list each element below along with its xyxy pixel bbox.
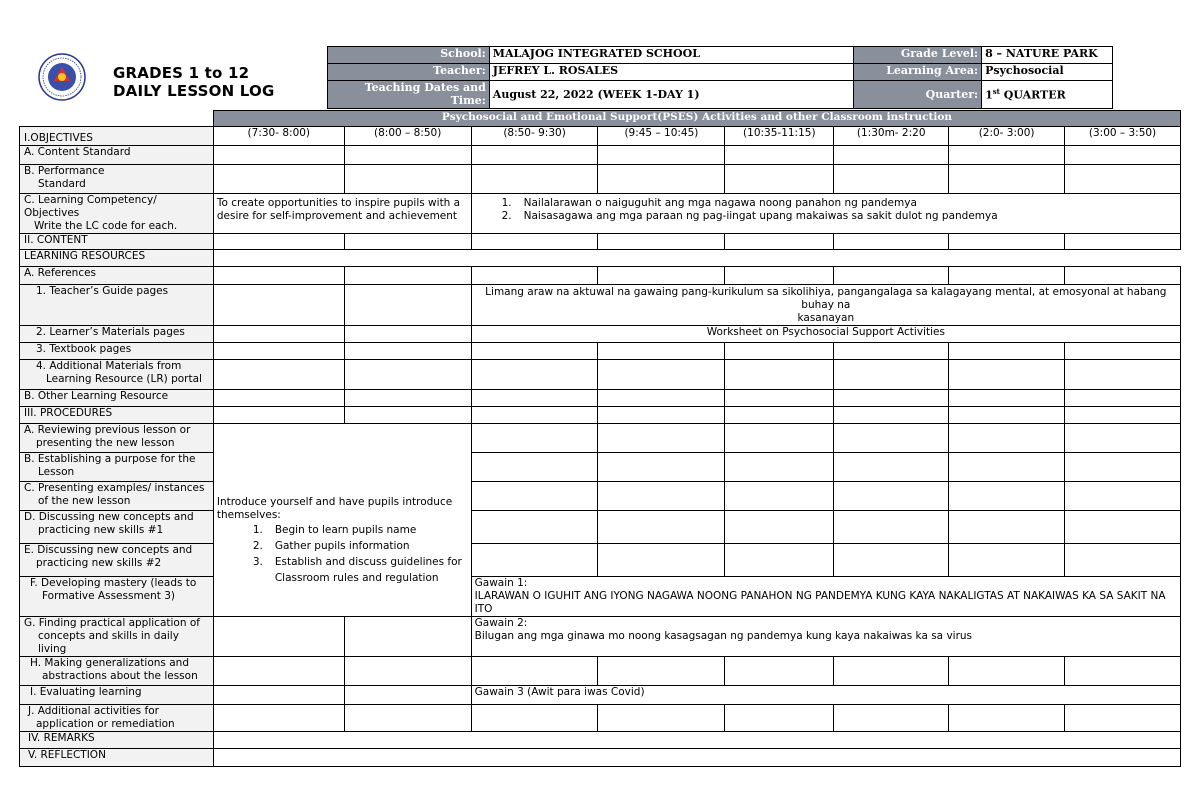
intro-item-3 — [253, 556, 468, 569]
practical-line1: G. Finding practical application of — [24, 617, 200, 629]
competency-line1: C. Learning Competency/ Objectives — [24, 194, 157, 219]
performance-line1: B. Performance — [24, 165, 105, 177]
competency-b-num1: 1. — [501, 197, 512, 209]
learning-area-label: Learning Area: — [854, 64, 982, 81]
establishing-line1: B. Establishing a purpose for the — [24, 453, 196, 465]
header-info-table — [327, 46, 1113, 109]
reviewing-line2: presenting the new lesson — [36, 437, 175, 449]
teaching-dates-value: August 22, 2022 (WEEK 1-DAY 1) — [489, 81, 853, 109]
title-grades: GRADES 1 to 12 — [113, 64, 250, 82]
remarks-label: IV. REMARKS — [20, 732, 214, 749]
mastery-label — [20, 577, 214, 617]
lesson-log-table — [19, 110, 1181, 767]
establishing-line2: Lesson — [38, 466, 75, 478]
competency-b-text2: Naisasagawa ang mga paraan ng pag-iingat upang makaiwas sa sakit dulot ng pandemya — [523, 210, 998, 222]
teaching-dates-label-line2: Time: — [450, 94, 486, 107]
objectives-label: I.OBJECTIVES — [20, 127, 214, 146]
additional-act-line1: J. Additional activities for — [28, 705, 159, 717]
discussing-2-label — [20, 544, 214, 577]
title-daily-lesson-log: DAILY LESSON LOG — [113, 82, 275, 100]
generalizations-label — [20, 657, 214, 686]
intro-item-1 — [253, 524, 468, 537]
intro-item-2-text: Gather pupils information — [274, 539, 410, 552]
additional-line1: 4. Additional Materials from — [36, 360, 182, 372]
time-slot-4: (9:45 – 10:45) — [598, 127, 725, 146]
reflection-label: V. REFLECTION — [20, 749, 214, 767]
competency-a-line2: desire for self-improvement and achievement — [216, 210, 458, 222]
competency-b-item1 — [502, 197, 1177, 210]
intro-line1: Introduce yourself and have pupils introduce — [216, 495, 453, 508]
intro-item-1-text: Begin to learn pupils name — [274, 523, 417, 536]
grade-value: 8 – NATURE PARK — [982, 47, 1113, 64]
reviewing-line1: A. Reviewing previous lesson or — [24, 424, 191, 436]
quarter-label: Quarter: — [854, 81, 982, 109]
evaluating-label: I. Evaluating learning — [20, 686, 214, 705]
introduction-cell — [213, 424, 471, 617]
establishing-label — [20, 453, 214, 482]
quarter-suffix: st — [992, 87, 1000, 97]
gawain-1-title: Gawain 1: — [474, 577, 528, 589]
performance-standard-label — [20, 165, 214, 194]
mastery-line2: Formative Assessment 3) — [42, 590, 176, 602]
generalizations-line2: abstractions about the lesson — [42, 670, 198, 682]
discussing-2-line2: practicing new skills #2 — [36, 557, 162, 569]
intro-line2: themselves: — [216, 508, 281, 521]
intro-item-2 — [253, 540, 468, 553]
discussing-1-line1: D. Discussing new concepts and — [24, 511, 194, 523]
grade-label: Grade Level: — [854, 47, 982, 64]
quarter-text: QUARTER — [999, 88, 1066, 102]
intro-item-3-text: Establish and discuss guidelines for — [274, 555, 462, 568]
school-value: MALAJOG INTEGRATED SCHOOL — [489, 47, 853, 64]
teacher-value: JEFREY L. ROSALES — [489, 64, 853, 81]
additional-activities-label — [20, 705, 214, 732]
performance-line2: Standard — [38, 178, 86, 190]
school-label: School: — [328, 47, 490, 64]
additional-act-line2: application or remediation — [36, 718, 175, 730]
time-slot-2: (8:00 – 8:50) — [344, 127, 471, 146]
references-label: A. References — [20, 267, 214, 285]
discussing-1-line2: practicing new skills #1 — [38, 524, 164, 536]
reviewing-label — [20, 424, 214, 453]
textbook-label: 3. Textbook pages — [20, 343, 214, 360]
learning-resources-label: LEARNING RESOURCES — [20, 250, 214, 267]
intro-item-2-num: 2. — [252, 539, 263, 552]
time-slot-3: (8:50- 9:30) — [471, 127, 598, 146]
teaching-dates-label — [328, 81, 490, 109]
quarter-number: 1 — [985, 88, 993, 102]
gawain-1-text: ILARAWAN O IGUHIT ANG IYONG NAGAWA NOONG PANAHON NG PANDEMYA KUNG KAYA NAKALIGTAS AT NAKAIWAS KA SA SAKIT NA ITO — [474, 590, 1166, 615]
other-resource-label: B. Other Learning Resource — [20, 390, 214, 407]
pses-banner: Psychosocial and Emotional Support(PSES) Activities and other Classroom instruction — [213, 111, 1180, 127]
content-label: II. CONTENT — [20, 234, 214, 250]
competency-b-num2: 2. — [501, 210, 512, 222]
blank-corner — [20, 111, 214, 127]
presenting-line2: of the new lesson — [38, 495, 131, 507]
intro-item-3-num: 3. — [252, 555, 263, 568]
learners-materials-cell: Worksheet on Psychosocial Support Activities — [471, 326, 1180, 343]
teachers-guide-line2: kasanayan — [797, 312, 855, 324]
practical-application-label — [20, 617, 214, 657]
learning-competency-label — [20, 194, 214, 234]
teaching-dates-label-line1: Teaching Dates and — [364, 81, 486, 94]
deped-seal-logo — [38, 53, 86, 101]
discussing-2-line1: E. Discussing new concepts and — [24, 544, 193, 556]
time-slot-1: (7:30- 8:00) — [213, 127, 344, 146]
intro-item-1-num: 1. — [252, 523, 263, 536]
intro-list — [217, 524, 468, 569]
competency-line2: Write the LC code for each. — [34, 220, 178, 232]
time-slot-6: (1:30m- 2:20 — [834, 127, 949, 146]
competency-b-item2 — [502, 210, 1177, 223]
competency-b-text1: Nailalarawan o naiguguhit ang mga nagawa noong panahon ng pandemya — [523, 197, 917, 209]
learners-materials-label: 2. Learner’s Materials pages — [20, 326, 214, 343]
competency-a-line1: To create opportunities to inspire pupils with a — [216, 197, 461, 209]
gawain-3-cell: Gawain 3 (Awit para iwas Covid) — [471, 686, 1180, 705]
presenting-line1: C. Presenting examples/ instances — [24, 482, 205, 494]
content-standard-label: A. Content Standard — [20, 146, 214, 165]
gawain-1-cell — [471, 577, 1180, 617]
competency-objective-b — [471, 194, 1180, 234]
time-slot-5: (10:35-11:15) — [725, 127, 834, 146]
learning-area-value: Psychosocial — [982, 64, 1113, 81]
procedures-label: III. PROCEDURES — [20, 407, 214, 424]
teachers-guide-label: 1. Teacher’s Guide pages — [20, 285, 214, 326]
teachers-guide-line1: Limang araw na aktuwal na gawaing pang-kurikulum sa sikolihiya, pangangalaga sa kalagayang mental, at emosyonal at habang buhay na — [485, 286, 1167, 311]
additional-materials-label — [20, 360, 214, 390]
intro-continuation: Classroom rules and regulation — [274, 571, 439, 584]
presenting-label — [20, 482, 214, 511]
mastery-line1: F. Developing mastery (leads to — [30, 577, 197, 589]
gawain-2-text: Bilugan ang mga ginawa mo noong kasagsagan ng pandemya kung kaya nakaiwas ka sa virus — [474, 630, 973, 642]
time-slot-8: (3:00 – 3:50) — [1065, 127, 1181, 146]
generalizations-line1: H. Making generalizations and — [30, 657, 189, 669]
teacher-label: Teacher: — [328, 64, 490, 81]
practical-line2: concepts and skills in daily living — [38, 630, 179, 655]
competency-objective-a — [213, 194, 471, 234]
gawain-2-cell — [471, 617, 1180, 657]
quarter-value — [982, 81, 1113, 109]
gawain-2-title: Gawain 2: — [474, 617, 528, 629]
time-slot-7: (2:0- 3:00) — [949, 127, 1065, 146]
additional-line2: Learning Resource (LR) portal — [46, 373, 202, 385]
teachers-guide-cell — [471, 285, 1180, 326]
discussing-1-label — [20, 511, 214, 544]
